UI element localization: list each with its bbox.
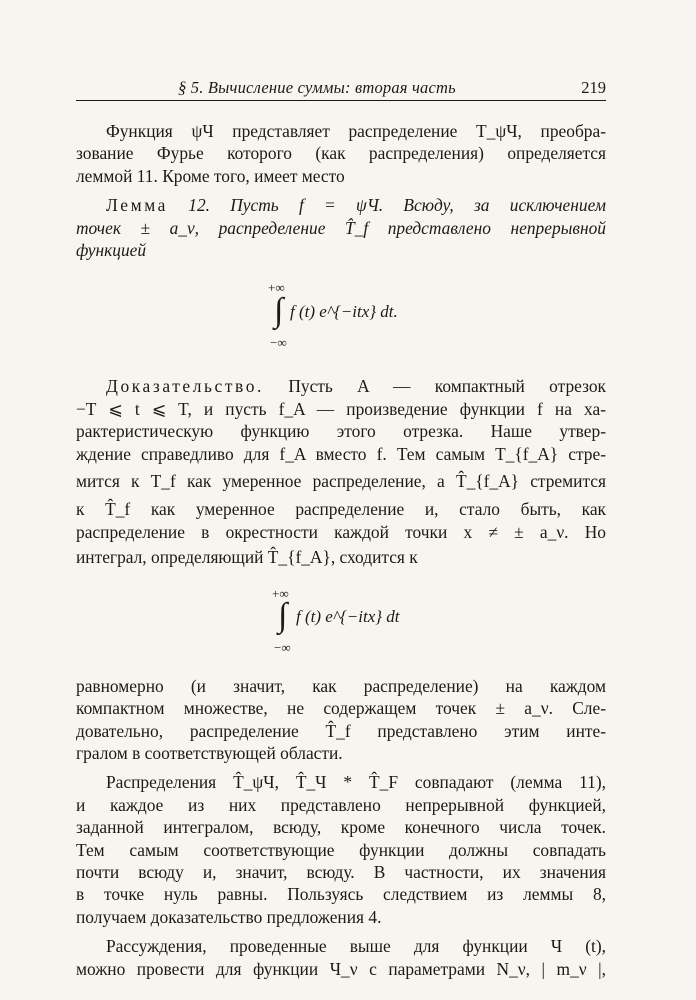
- integral-sign: ∫: [278, 596, 288, 634]
- text-line: можно провести для функции Ч_ν с параметрами N_ν, | m_ν |,: [76, 958, 606, 979]
- lemma-12: [76, 194, 606, 261]
- text-line: Распределения T̂_ψЧ, T̂_Ч * T̂_F совпадают (лемма 11),: [106, 772, 606, 793]
- paragraph-1: [76, 120, 606, 187]
- upper-limit: +∞: [268, 280, 285, 296]
- formula-integral-1: [76, 261, 606, 365]
- text-line: равномерно (и значит, как распределение) на каждом: [76, 675, 606, 696]
- lemma-label: Лемма: [106, 195, 169, 216]
- text-line: довательно, распределение T̂_f представлено этим инте-: [76, 720, 606, 741]
- text-line: распределение в окрестности каждой точки x ≠ ± a_ν. Но: [76, 521, 606, 542]
- lemma-line: точек ± a_ν, распределение T̂_f представлено непрерывной: [76, 217, 606, 238]
- text-line: гралом в соответствующей области.: [76, 742, 343, 763]
- running-header: [76, 78, 606, 101]
- text-line: −T ⩽ t ⩽ T, и пусть f_A — произведение функции f на ха-: [76, 398, 606, 419]
- text-line: получаем доказательство предложения 4.: [76, 906, 382, 927]
- integrand: f (t) e^{−itx} dt.: [290, 302, 398, 322]
- lower-limit: −∞: [270, 335, 287, 351]
- text-line: в точке нуль равны. Пользуясь следствием из леммы 8,: [76, 884, 606, 905]
- text-line: к T̂_f как умеренное распределение и, стало быть, как: [76, 499, 606, 520]
- text-line: заданной интегралом, всюду, кроме конечного числа точек.: [76, 817, 606, 838]
- integrand: f (t) e^{−itx} dt: [296, 606, 400, 626]
- text-line: компактном множестве, не содержащем точек ± a_ν. Сле-: [76, 698, 606, 719]
- text-line: мится к T_f как умеренное распределение, а T̂_{f_A} стремится: [76, 471, 606, 492]
- integral-sign: ∫: [274, 292, 284, 330]
- lower-limit: −∞: [274, 639, 291, 655]
- lemma-line: функцией: [76, 240, 147, 261]
- text-line: почти всюду и, значит, всюду. В частности, их значения: [76, 861, 606, 882]
- lemma-statement: 12. Пусть f = ψЧ. Всюду, за исключением: [188, 195, 606, 216]
- text-line: и каждое из них представлено непрерывной функцией,: [76, 794, 606, 815]
- text-line: Рассуждения, проведенные выше для функции Ч (t),: [106, 936, 606, 957]
- text-line: ждение справедливо для f_A вместо f. Тем самым T_{f_A} стре-: [76, 443, 606, 464]
- text-line: интеграл, определяющий T̂_{f_A}, сходится к: [76, 547, 418, 568]
- text-line: леммой 11. Кроме того, имеет место: [76, 165, 345, 186]
- formula-integral-2: [76, 569, 606, 667]
- text-line: Тем самым соответствующие функции должны совпадать: [76, 839, 606, 860]
- section-title: § 5. Вычисление суммы: вторая часть: [178, 78, 456, 97]
- proof: [76, 375, 606, 568]
- text-line: Функция ψЧ представляет распределение T_ψЧ, преобра-: [106, 121, 606, 141]
- proof-label: Доказательство.: [106, 376, 264, 397]
- proof-text: Пусть A — компактный отрезок: [288, 376, 606, 397]
- text-line: зование Фурье которого (как распределения) определяется: [76, 143, 606, 164]
- paragraph-3: [76, 675, 606, 765]
- paragraph-4: [76, 771, 606, 928]
- text-line: рактеристическую функцию этого отрезка. Наше утвер-: [76, 421, 606, 442]
- upper-limit: +∞: [272, 585, 289, 601]
- page-body: [76, 120, 606, 980]
- page-number: 219: [581, 78, 606, 97]
- paragraph-5: [76, 935, 606, 980]
